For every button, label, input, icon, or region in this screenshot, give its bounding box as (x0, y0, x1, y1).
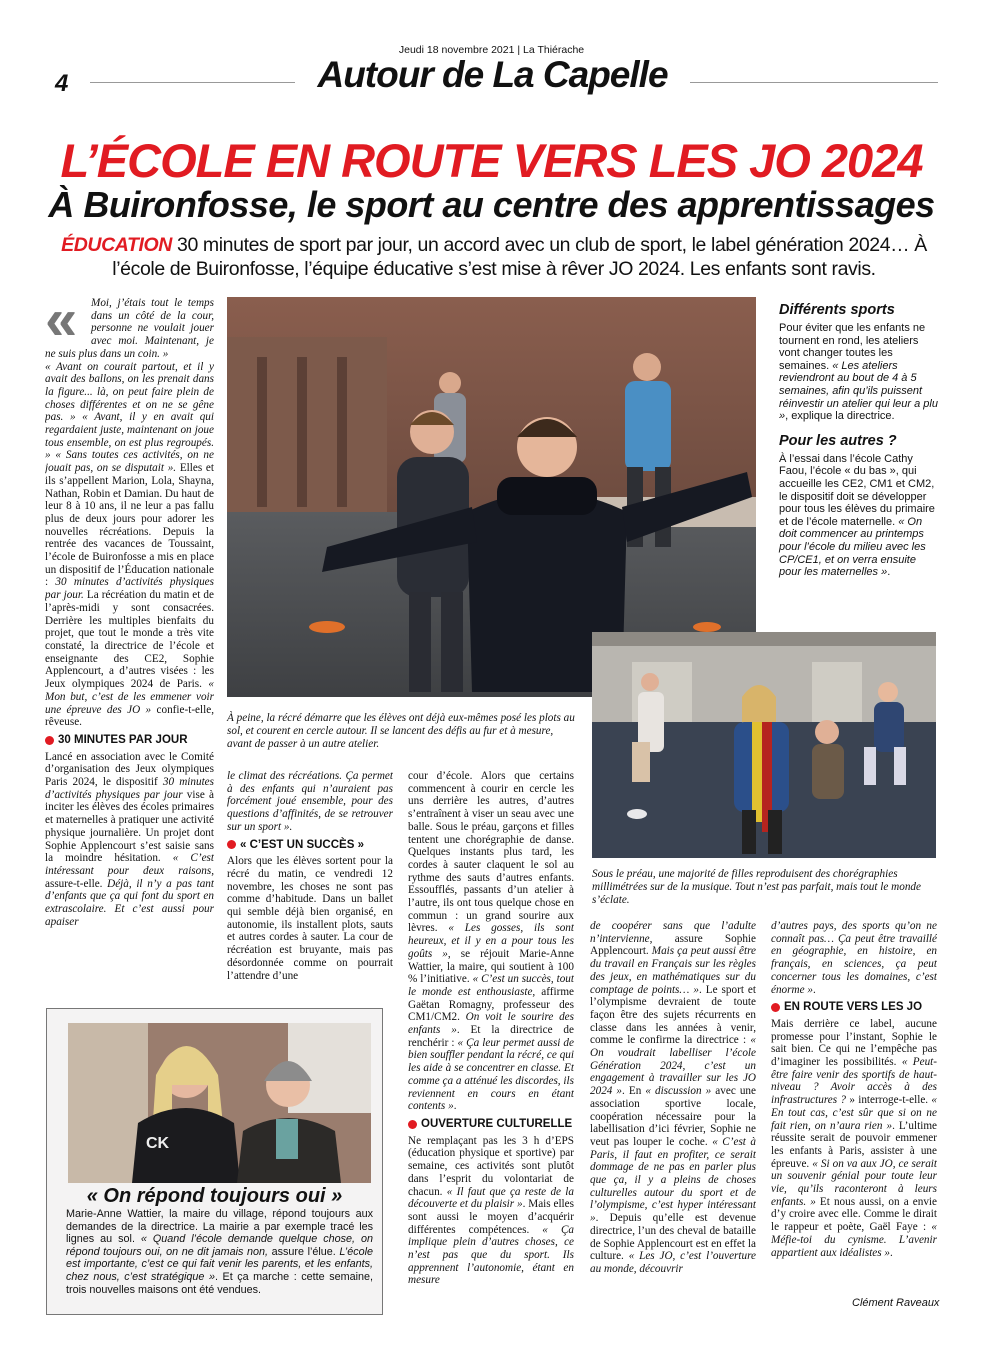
col3-p2-em: « C’est un succès, tout le monde est enthousiaste, (408, 973, 574, 998)
col3-p1-end: , se réjouit Marie-Anne Wattier, la maire, qui soutient à 100 % l’initiative. (408, 947, 574, 986)
lead-kicker: ÉDUCATION (61, 234, 172, 256)
col3-p3-em: « Il faut que ça reste de la découverte et du plaisir » (408, 1185, 574, 1211)
col1-p5-em: 30 minutes d’activités physiques par jour (45, 776, 214, 801)
second-photo (592, 632, 936, 858)
col3-p3-end: . Mais elles sont aussi le moyen d’acquérir différentes compétences. (408, 1198, 574, 1236)
col1-p2: « Avant on courait partout, et il y avait des ballons, on les prenait dans la figure... là, on peut faire plein de choses différentes et on ne se gêne pas. » « Avant, il y en avait qui regardaient juste, maintenant on joue tous ensemble, on est plus regroupés. » « Sans toutes ces activités, on ne jouait pas, on se disputait ». (45, 360, 214, 475)
column-4 (590, 920, 756, 1316)
opening-quote-mark: « (45, 297, 78, 352)
subhead-en-route (771, 1001, 937, 1014)
col5-p3-end: . (890, 1246, 893, 1259)
page-number: 4 (55, 70, 69, 97)
col5-p2-end2: . L’ultime réussite serait de pouvoir emmener les enfants à Paris, assister à une épreuve. (771, 1119, 937, 1170)
column-2 (227, 770, 393, 998)
bullet-dot (408, 1120, 417, 1129)
header-rule-left (90, 82, 295, 83)
column-3: cour d’école. Alors que certains commencent à courir en cercle les uns derrière les autres, d’autres s’entraînent à viser un seau avec une balle. Sous le préau, garçons et filles tentent une chorégraphie de danse. Quelques instants plus tard, les cordes à sauter claquent le sol au rythme des sauts d’autres enfants. Essoufflés, passants d’un atelier à l’autre, ils ont tous quelque chose en commun : un grand sourire aux lèvres. « Les gosses, ils sont heureux, et il y en a pour tous les goûts », se réjouit Marie-Anne Wattier, la maire, qui soutient à 100 % l’initiative. « C’est un succès, tout le monde est enthousiaste, affirme Gaëtan Romagny, professeur des CM1/CM2. On voit le sourire des enfants ». Et la directrice de renchérir : « Ça leur permet aussi de bien souffler pendant la récré, ce qui les aide à se concentrer en classe. Et comme ça a atténué les discordes, ils reviennent en cours en étant contents ». OUVERTURE CULTURELLE Ne remplaçant pas les 3 h d’EPS (éducation physique et sportive) par semaine, ces activités sont plutôt dans l’esprit du volontariat de chacun. « Il faut que ça reste de la découverte et du plaisir ». Mais elles sont aussi le moyen d’acquérir différentes compétences. « Ça implique plein d’autres choses, ce n’est pas que du sport. Ils apprennent l’autonomie, étant en mesure (408, 770, 574, 1287)
col4-p1: assure Sophie Applencourt. (590, 932, 756, 958)
second-photo-caption: Sous le préau, une majorité de filles reproduisent des chorégraphies millimétrées sur de la musique. Tout n’est pas parfait, mais tout le monde s’éclate. (592, 868, 921, 906)
col5-p2-em2: « En tout cas, c’est sûr que si on ne fait rien, on n’aura rien » (771, 1094, 937, 1132)
subhead-30-minutes (45, 734, 214, 747)
col3-p1-em: « Les gosses, ils sont heureux, et il y en a pour tous les goûts » (408, 922, 574, 960)
col4-p3-em: « C’est à Paris, il faut en profiter, ce serait dommage de ne pas en parler plus que ça, il y a pleins de choses culturelles autour du sport et de l’olympisme, c’est hyper intéressant » (590, 1135, 756, 1225)
sidebar-heading-2: Pour les autres ? (779, 432, 897, 449)
shirt-print-text: CK (146, 1135, 170, 1152)
headline-title: L’ÉCOLE EN ROUTE VERS LES JO 2024 (60, 134, 923, 187)
mayor-box-title: « On répond toujours oui » (86, 1185, 343, 1207)
col5-p3-em: « Si on va aux JO, ce serait un souvenir génial pour toute leur vie, qu’ils raconteront à leurs enfants. » (771, 1157, 937, 1208)
col5-p3: Et nous aussi, on a envie d’y croire avec elle. Comme le dirait le rappeur et poète, Gaël Faye : (771, 1195, 937, 1234)
col1-p4-em: « Mon but, c’est de les emmener voir une épreuve des JO » (45, 678, 214, 716)
col1-p5-end: vise à inciter les élèves des écoles primaires et maternelles à pratiquer une activité physique journalière. Un projet dont Sophie Applencourt s’est saisie sans la moindre hésitation. (45, 788, 214, 865)
col4-p1-em: de coopérer sans que l’adulte n’intervienne, (590, 920, 756, 945)
mayor-photo (68, 1023, 371, 1183)
col5-p1-em: d’autres pays, des sports qu’on ne connaît pas… Ça peut être travaillé en géographie, en histoire, en français, en sciences, ça peut concerner tous les domaines, c’est énorme » (771, 920, 937, 996)
author-signature: Clément Raveaux (852, 1297, 940, 1309)
subhead-text: EN ROUTE VERS LES JO (784, 1001, 923, 1014)
col4-p1-end: . Le sport et l’olympisme devraient de toute façon être des sujets récurrents en classe dans les années à venir, comme le confirme la directrice : (590, 983, 756, 1047)
column-1 (45, 297, 214, 997)
lead (50, 233, 938, 281)
col3-p3-em2: « Ça implique plein d’autres choses, ce n’est pas que du sport. Ils apprennent l’autonomie, étant en mesure (408, 1223, 574, 1287)
subhead-text: 30 MINUTES PAR JOUR (58, 733, 188, 746)
section-title: Autour de La Capelle (317, 54, 668, 95)
lead-text: 30 minutes de sport par jour, un accord avec un club de sport, le label génération 2024… À l’école de Buironfosse, l’équipe éducative s’est mise à rêver JO 2024. Les enfants sont ravis. (112, 234, 927, 280)
box-p1-em: « Quand l’école demande quelque chose, on répond toujours oui, on ne dit jamais non, (66, 1233, 373, 1258)
col3-p3: Ne remplaçant pas les 3 h d’EPS (éducation physique et sportive) par semaine, ces activités sont plutôt dans l’esprit du volontariat de chacun. (408, 1134, 574, 1198)
header-rule-right (690, 82, 938, 83)
col1-p3-em: 30 minutes d’activités physiques par jour. (45, 576, 214, 602)
col5-p2: Mais derrière ce label, aucune promesse pour l’instant, Sophie le sait bien. Ce qui ne l’empêche pas d’imaginer les possibilités. (771, 1017, 937, 1069)
box-p1-mid: assure l’élue. (271, 1245, 336, 1258)
main-photo-caption: À peine, la récré démarre que les élèves ont déjà eux-mêmes posé les plots au sol, et courent en cercle autour. Il se lancent des défis au fur et à mesure, avant de passer à un autre atelier. (227, 712, 575, 750)
col4-p3-em2: « Les JO, c’est l’ouverture au monde, découvrir (590, 1250, 756, 1275)
col2-p2: Alors que les élèves sortent pour la récré du matin, ce vendredi 12 novembre, les choses ne sont pas comme d’habitude. Dans un ballet qui semble déjà bien organisé, en autonomie, ils installent plots, sauts et autres cordes à sauter. La cour de récréation est bruyante, mais pas désordonnée comme on pourrait l’attendre d’une (227, 855, 393, 982)
col5-p2-end: » interroge-t-elle. (849, 1094, 929, 1107)
bullet-dot (45, 736, 54, 745)
col1-p4: La récréation du matin et de l’après-midi y sont consacrées. Derrière les multiples bienfaits du projet, que tout le monde a très vite constaté, la directrice de l’école et enseignante des CE2, Sophie Applencourt, a d’autres visées : les Jeux olympiques 2024 de Paris. (45, 589, 214, 691)
headline-subtitle: À Buironfosse, le sport au centre des apprentissages (48, 184, 935, 225)
sidebar-p2: À l’essai dans l’école Cathy Faou, l’école « du bas », qui accueille les CE2, CM1 et CM2, le dispositif doit se développer pour tous les élèves du primaire et de l’école maternelle. (779, 452, 935, 528)
sidebar-p1-end: , explique la directrice. (785, 410, 895, 423)
col3-p2: affirme Gaëtan Romagny, professeur des CM1/CM2. (408, 985, 574, 1024)
col3-p2-em3: « Ça leur permet aussi de bien souffler pendant la récré, ce qui les aide à se concentrer en classe. Et comme ça a atténué les discordes, ils reviennent en cours en étant contents » (408, 1036, 574, 1113)
col4-p2: . En (622, 1085, 642, 1098)
mayor-box-text (66, 1208, 373, 1296)
col4-p2-end: avec une association sportive locale, coopération nécessaire pour la labellisation d’ici février, Sophie ne veut pas louper le coche. (590, 1085, 756, 1148)
box-p1-end: . Et ça marche : cette semaine, trois nouvelles maisons ont été vendues. (66, 1270, 374, 1296)
col5-p3-em2: « Méfie-toi du cynisme. L’avenir appartient aux idéalistes » (771, 1221, 937, 1259)
paper-name: La Thiérache (523, 44, 585, 56)
sidebar-p2-end: . (887, 566, 891, 579)
bullet-dot (227, 840, 236, 849)
subhead-ouverture (408, 1118, 574, 1131)
date-separator: | (517, 44, 521, 56)
col5-p2-em: « Peut-être faire venir des sportifs de haut-niveau ? Avoir accès à des infrastructures ? (771, 1056, 937, 1107)
bullet-dot (771, 1003, 780, 1012)
col1-p5: Lancé en association avec le Comité d’organisation des Jeux olympiques Paris 2024, le dispositif (45, 750, 214, 789)
col1-p6-em2: Déjà, il n’y a pas tant d’enfants que ça qui font du sport en extrascolaire. Et c’est aussi pour apaiser (45, 877, 214, 928)
subhead-text: OUVERTURE CULTURELLE (421, 1117, 573, 1130)
subhead-text: « C’EST UN SUCCÈS » (240, 838, 364, 851)
col1-p6: assure-t-elle. (45, 877, 103, 890)
col4-p3: . Depuis qu’elle est devenue directrice, l’un des cheval de bataille de Sophie Applencourt est en effet la culture. (590, 1212, 756, 1263)
col3-p2-em2: On voit le sourire des enfants » (408, 1011, 574, 1037)
sidebar-p2-em: « On doit commencer au printemps pour l’école du milieu avec les CP/CE1, et on verra ensuite pour les maternelles » (779, 515, 926, 579)
col2-p1-em: le climat des récréations. Ça permet à des enfants qui n’auraient pas forcément joué ensemble, pour des questions d’affinités, de se retrouver sur un sport ». (227, 770, 393, 833)
date-line: Jeudi 18 novembre 2021 (398, 44, 515, 56)
sidebar-p1: Pour éviter que les enfants ne tournent en rond, les ateliers vont changer toutes les semaines. (779, 322, 926, 372)
col4-p1-em2: Mais ça peut aussi être du travail en Français sur les règles des jeux, en mathématiques sur du comptage de points… » (590, 945, 756, 996)
sidebar-p1-em: « Les ateliers reviendront au bout de 4 à 5 semaines, afin qu’ils puissent réinvestir un atelier qui leur a plu » (779, 359, 938, 423)
col1-p4-end: confie-t-elle, rêveuse. (45, 703, 214, 729)
col1-p1: Moi, j’étais tout le temps dans un côté de la cour, personne ne voulait jouer avec moi. Maintenant, je ne suis plus dans un coin. » (45, 297, 214, 360)
sidebar (779, 302, 939, 579)
col5-p1: . (812, 983, 816, 996)
subhead-succes (227, 839, 393, 852)
col1-p6-em: « C’est intéressant pour deux raisons, (45, 852, 214, 877)
box-p1-em2: L’école est importante, c’est ce qui fait venir les parents, et les enfants, chez nous, c’est stratégique » (66, 1245, 374, 1283)
mayor-photo-illustration (68, 1023, 371, 1183)
column-5 (771, 920, 937, 1298)
sidebar-heading-1: Différents sports (779, 302, 895, 318)
col1-p3: Elles et ils s’appellent Marion, Lola, Shayna, Nathan, Robin et Damian. Du haut de leur 8 à 10 ans, il ne leur a pas fallu plus de deux jours pour adorer les nouvelles récréations. Depuis la rentrée des vacances de Toussaint, l’école de Buironfosse a mis en place un dispositif de l’Éducation nationale : (45, 462, 214, 589)
second-photo-illustration (592, 632, 936, 858)
box-p1: Marie-Anne Wattier, la maire du village, répond toujours aux demandes de la directrice. La mairie a par exemple tracé les lignes au sol. (66, 1208, 373, 1246)
col3-p1: cour d’école. Alors que certains commencent à courir en cercle les uns derrière les autres, d’autres s’entraînent à viser un seau avec une balle. Sous le préau, garçons et filles tentent une chorégraphie de danse. Quelques instants plus tard, les cordes à sauter claquent le sol au rythme des sauts d’autres enfants. Essoufflés, passants d’un atelier à l’autre, ils ont tous quelque chose en commun : un grand sourire aux lèvres. (408, 770, 574, 935)
col4-p2-em: « discussion » (645, 1085, 712, 1098)
col4-p1-em3: « On voudrait labelliser l’école Génération 2024, c’est un engagement à travailler sur les JO 2024 » (590, 1034, 756, 1098)
col3-p2-end: . Et la directrice de renchérir : (408, 1024, 574, 1049)
